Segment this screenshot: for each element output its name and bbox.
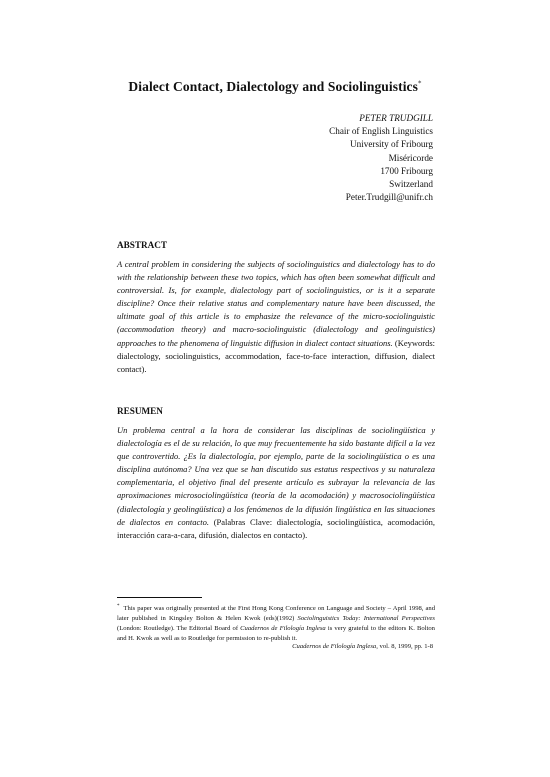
resumen-body: Un problema central a la hora de considerar las disciplinas de sociolingüística y dialectología es el de su relación, lo que muy frecuentemente ha sido bastante difícil a la vez que controvertido. ¿Es la dialectología, por ejemplo, parte de la sociolingüística o es una disciplina autónoma? Una vez que se han discutido sus estatus respectivos y su naturaleza complementaria, el objetivo final del presente artículo es subrayar la relevancia de las aproximaciones microsociolingüística (teoría de la acomodación) y macrosociolingüística (dialectología y geolingüística) a los fenómenos de la difusión lingüística en las situaciones de dialectos en contacto.	[117, 425, 435, 527]
footnote-book-title: Sociolinguistics Today: International Perspectives	[297, 615, 435, 623]
affiliation-line: University of Fribourg	[349, 139, 433, 150]
footnote-journal-title: Cuadernos de Filología Inglesa	[240, 625, 326, 633]
paper-title	[60, 79, 490, 95]
footnote-marker: *	[117, 604, 120, 609]
affiliation-line: 1700 Fribourg	[380, 165, 433, 176]
resumen-heading: RESUMEN	[117, 406, 163, 416]
citation-journal: Cuadernos de Filología Inglesa	[292, 643, 377, 650]
affiliation-line: Chair of English Linguistics	[329, 126, 433, 137]
author-affiliation	[329, 112, 433, 204]
affiliation-line: Miséricorde	[388, 152, 433, 163]
author-name: PETER TRUDGILL	[359, 113, 433, 123]
footnote-divider	[117, 597, 202, 598]
affiliation-line: Switzerland	[389, 179, 433, 190]
footnote-text: (London: Routledge). The Editorial Board of	[117, 625, 241, 633]
abstract-paragraph	[117, 258, 435, 376]
resumen-paragraph	[117, 424, 435, 542]
author-email[interactable]: Peter.Trudgill@unifr.ch	[345, 192, 433, 203]
resumen-section	[117, 406, 435, 542]
title-text: Dialect Contact, Dialectology and Sociolinguistics	[128, 79, 418, 94]
abstract-keywords: (Keywords: dialectology, sociolinguistics, accommodation, face-to-face interaction, diffusion, dialect contact).	[117, 337, 435, 374]
abstract-heading: ABSTRACT	[117, 240, 168, 250]
title-footnote-marker: *	[418, 79, 422, 88]
footnote	[117, 602, 435, 644]
journal-citation	[292, 643, 433, 650]
resumen-keywords: (Palabras Clave: dialectología, sociolingüística, acomodación, interacción cara-a-cara, difusión, dialectos en contacto).	[117, 516, 435, 540]
footnote-text: is very grateful to the editors K. Bolton and H. Kwok as well as to Routledge for permission to re-publish it.	[117, 625, 435, 643]
citation-details: , vol. 8, 1999, pp. 1-8	[376, 643, 433, 650]
abstract-body: A central problem in considering the subjects of sociolinguistics and dialectology has to do with the relationship between these two topics, which has often been somewhat difficult and controversial. Is, for example, dialectology part of sociolinguistics, or is it a separate discipline? Once their relative status and complementary nature have been discussed, the ultimate goal of this article is to emphasize the relevance of the micro-sociolinguistic (accommodation theory) and macro-sociolinguistic (dialectology and geolinguistics) approaches to the phenomena of linguistic diffusion in dialect contact situations.	[117, 259, 435, 348]
footnote-text: This paper was originally presented at the First Hong Kong Conference on Language and Society – April 1998, and later published in Kingsley Bolton & Helen Kwok (eds)(1992)	[117, 605, 435, 623]
abstract-section	[117, 240, 435, 376]
